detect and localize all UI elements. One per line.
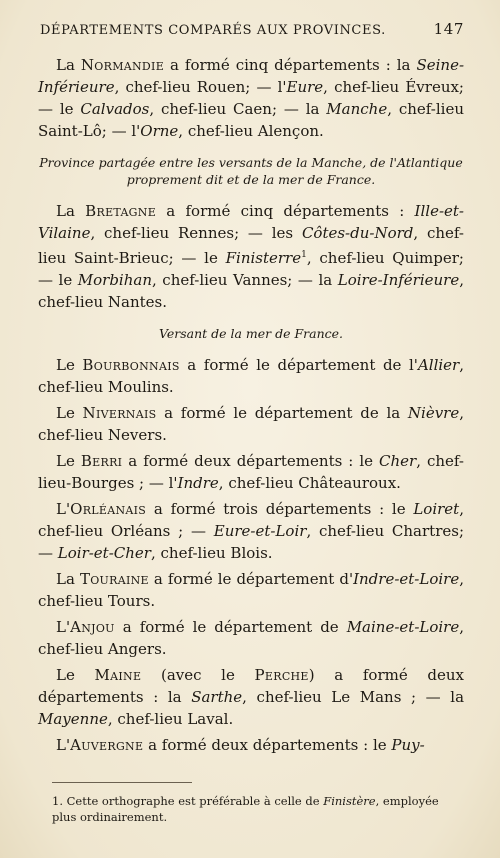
department-name: Eure-et-Loir bbox=[213, 522, 307, 540]
text: a formé le département de l' bbox=[179, 356, 418, 374]
department-name: Loire-Inférieure bbox=[337, 271, 460, 289]
paragraph-auvergne bbox=[38, 734, 464, 756]
province-name: Bourbonnais bbox=[82, 356, 180, 374]
text: a formé cinq départements : la bbox=[164, 56, 417, 74]
province-name: Berri bbox=[80, 452, 123, 470]
text: , chef-lieu Saint-Brieuc; — le bbox=[38, 224, 464, 267]
section-subheading: Province partagée entre les versants de la Manche, de l'Atlantique proprement dit et de la mer de France. bbox=[39, 155, 463, 187]
text: , chef-lieu Orléans ; — bbox=[38, 500, 464, 540]
department-name: Indre-et-Loire bbox=[353, 570, 460, 588]
text: a formé deux départements : le bbox=[143, 736, 392, 754]
text: , chef-lieu Angers. bbox=[38, 618, 464, 658]
department-name: Côtes-du-Nord bbox=[301, 224, 414, 242]
province-name: Touraine bbox=[79, 570, 149, 588]
department-name: Morbihan bbox=[77, 271, 152, 289]
text: Le bbox=[56, 452, 81, 470]
text: , chef-lieu Châteauroux. bbox=[218, 474, 401, 492]
department-name: Cher bbox=[379, 452, 417, 470]
text: La bbox=[56, 202, 86, 220]
province-name: Anjou bbox=[70, 618, 115, 636]
text: , chef-lieu Quimper; — le bbox=[38, 249, 464, 289]
paragraph-maine bbox=[38, 664, 464, 730]
province-name: Maine bbox=[94, 666, 142, 684]
footnote bbox=[52, 793, 464, 825]
text: , chef-lieu Blois. bbox=[150, 544, 273, 562]
footnote-rule bbox=[52, 782, 192, 783]
province-name: Nivernais bbox=[82, 404, 157, 422]
text: a formé deux départements : le bbox=[122, 452, 380, 470]
text: a formé le département d' bbox=[148, 570, 354, 588]
department-name: Loir-et-Cher bbox=[57, 544, 151, 562]
text: L' bbox=[56, 736, 71, 754]
department-name: Puy- bbox=[391, 736, 425, 754]
text: , chef-lieu Moulins. bbox=[38, 356, 464, 396]
text: , chef-lieu Saint-Lô; — l' bbox=[38, 100, 464, 140]
text: , chef-lieu Vannes; — la bbox=[152, 271, 338, 289]
department-name: Calvados bbox=[80, 100, 150, 118]
province-name: Auvergne bbox=[70, 736, 144, 754]
text: Le bbox=[56, 666, 95, 684]
text: La bbox=[56, 570, 80, 588]
text: , chef-lieu Alençon. bbox=[178, 122, 324, 140]
text: , employée plus ordinairement. bbox=[52, 794, 439, 824]
text: a formé le département de bbox=[114, 618, 347, 636]
running-title: DÉPARTEMENTS COMPARÉS AUX PROVINCES. bbox=[40, 23, 386, 38]
province-name: Bretagne bbox=[85, 202, 157, 220]
department-name: Manche bbox=[326, 100, 388, 118]
page-number: 147 bbox=[433, 20, 464, 38]
text: , chef-lieu Rennes; — les bbox=[90, 224, 302, 242]
department-name: Maine-et-Loire bbox=[346, 618, 460, 636]
paragraph-nivernais bbox=[38, 402, 464, 446]
text: , chef-lieu Caen; — la bbox=[149, 100, 327, 118]
text: , chef-lieu Chartres; — bbox=[38, 522, 464, 562]
text: (avec le bbox=[141, 666, 255, 684]
paragraph-normandie bbox=[38, 54, 464, 142]
department-name: Orne bbox=[140, 122, 179, 140]
department-name: Ille-et-Vilaine bbox=[38, 202, 464, 242]
paragraph-bretagne bbox=[38, 200, 464, 313]
text: Le bbox=[56, 404, 83, 422]
paragraph-touraine bbox=[38, 568, 464, 612]
text: Le bbox=[56, 356, 83, 374]
department-name: Eure bbox=[286, 78, 324, 96]
department-name: Nièvre bbox=[407, 404, 460, 422]
department-name: Seine-Inférieure bbox=[38, 56, 465, 96]
text: , chef-lieu Nevers. bbox=[38, 404, 464, 444]
text: , chef-lieu Laval. bbox=[107, 710, 234, 728]
text: a formé le département de la bbox=[156, 404, 408, 422]
text: , chef-lieu Tours. bbox=[38, 570, 464, 610]
section-subheading: Versant de la mer de France. bbox=[158, 326, 344, 341]
paragraph-berri bbox=[38, 450, 464, 494]
text: , chef-lieu-Bourges ; — l' bbox=[38, 452, 464, 492]
department-name: Indre bbox=[177, 474, 219, 492]
text: L' bbox=[56, 618, 71, 636]
department-name: Mayenne bbox=[38, 710, 108, 728]
text: , chef-lieu Nantes. bbox=[38, 271, 464, 311]
footnote-word: Finistère bbox=[323, 794, 376, 808]
paragraph-bourbonnais bbox=[38, 354, 464, 398]
text: , chef-lieu Le Mans ; — la bbox=[242, 688, 465, 706]
text: ) a formé deux départements : la bbox=[38, 666, 464, 706]
department-name: Finisterre bbox=[225, 249, 302, 267]
province-name: Orléanais bbox=[70, 500, 147, 518]
province-name: Normandie bbox=[80, 56, 165, 74]
text: , chef-lieu Évreux; — le bbox=[38, 78, 464, 118]
text: L' bbox=[56, 500, 71, 518]
province-name: Perche bbox=[254, 666, 309, 684]
footnote-marker: 1 bbox=[301, 250, 307, 260]
text: 1. Cette orthographe est préférable à celle de bbox=[52, 794, 324, 808]
text: a formé trois départements : le bbox=[146, 500, 414, 518]
text: La bbox=[56, 56, 81, 74]
department-name: Sarthe bbox=[191, 688, 243, 706]
running-header bbox=[38, 20, 464, 38]
paragraph-anjou bbox=[38, 616, 464, 660]
paragraph-orleanais bbox=[38, 498, 464, 564]
text: a formé cinq départements : bbox=[156, 202, 415, 220]
text: , chef-lieu Rouen; — l' bbox=[114, 78, 287, 96]
department-name: Loiret bbox=[413, 500, 460, 518]
department-name: Allier bbox=[417, 356, 460, 374]
